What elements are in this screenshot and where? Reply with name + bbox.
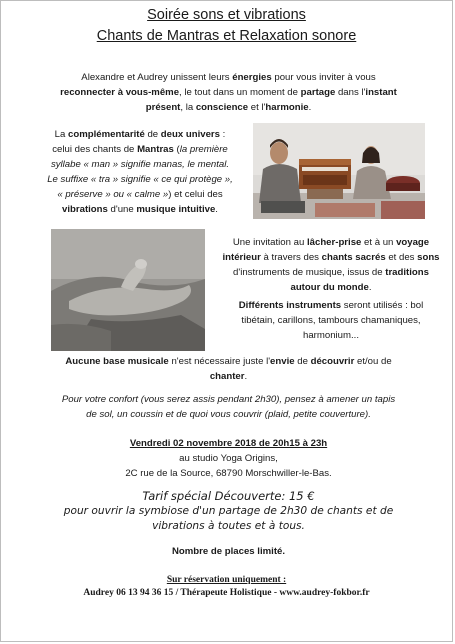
- invitation-paragraph: Une invitation au lâcher-prise et à un voyage intérieur à travers des chants sacrés et des sons d'instruments de musique, issus de traditions autour du monde.: [222, 237, 440, 293]
- tarif-line-2: pour ouvrir la symbiose d'un partage de 2h30 de chants et de: [63, 505, 394, 517]
- musicians-photo: [253, 123, 425, 219]
- contact-line: Audrey 06 13 94 36 15 / Thérapeute Holistique - www.audrey-fokbor.fr: [83, 588, 370, 598]
- event-date: Vendredi 02 novembre 2018 de 20h15 à 23h: [129, 438, 328, 449]
- confort-line-1: Pour votre confort (vous serez assis pendant 2h30), pensez à amener un tapis: [61, 394, 396, 405]
- title-line-1: Soirée sons et vibrations: [147, 7, 306, 23]
- event-address: 2C rue de la Source, 68790 Morschwiller-le-Bas.: [125, 468, 332, 479]
- reservation-label: Sur réservation uniquement :: [166, 575, 287, 585]
- buddha-hand-photo: [51, 229, 205, 351]
- intro-paragraph: Alexandre et Audrey unissent leurs énergies pour vous inviter à vous reconnecter à vous-même, le tout dans un moment de partage dans l'instant présent, la conscience et l'harmonie.: [60, 72, 397, 113]
- base-musicale-paragraph: Aucune base musicale n'est nécessaire juste l'envie de découvrir et/ou de chanter.: [65, 356, 392, 382]
- tarif-block: [31, 489, 426, 534]
- buddha-hand-illustration: [51, 229, 205, 351]
- places-limited: Nombre de places limité.: [171, 546, 286, 557]
- event-venue: au studio Yoga Origins,: [179, 453, 278, 464]
- confort-line-2: de sol, un coussin et de quoi vous couvrir (plaid, petite couverture).: [86, 409, 371, 420]
- complement-paragraph: La complémentarité de deux univers : celui des chants de Mantras (la première syllabe « man » signifie manas, le mental. Le suffixe « tra » signifie « ce qui protège », « préserve » ou « calme ») et celui des vibrations d'une musique intuitive.: [47, 129, 233, 215]
- musicians-illustration: [253, 123, 425, 219]
- instruments-paragraph: Différents instruments seront utilisés : bol tibétain, carillons, tambours chamaniques, harmonium...: [238, 300, 424, 341]
- tarif-price: Tarif spécial Découverte: 15 €: [142, 489, 315, 503]
- tarif-line-3: vibrations à toutes et à tous.: [152, 520, 305, 532]
- title-line-2: Chants de Mantras et Relaxation sonore: [96, 28, 357, 44]
- confort-paragraph: [16, 392, 441, 422]
- event-info: [21, 436, 436, 481]
